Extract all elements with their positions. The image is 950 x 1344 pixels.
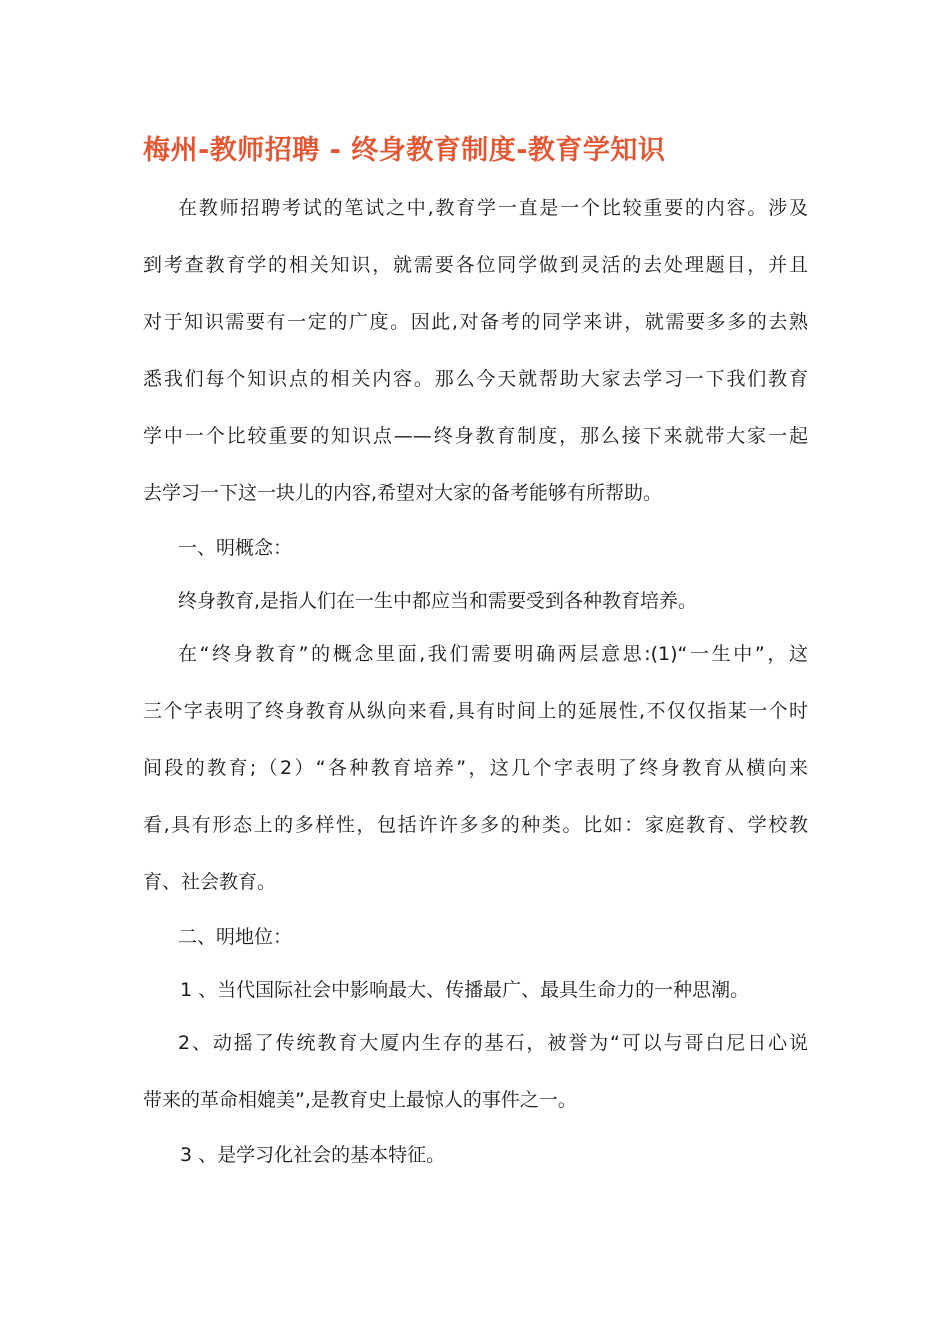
intro-line-1: 在教师招聘考试的笔试之中,教育学一直是一个比较重要的内容。涉及 (178, 197, 808, 219)
intro-line-5: 学中一个比较重要的知识点——终身教育制度，那么接下来就带大家一起 (143, 425, 808, 447)
intro-line-6: 去学习一下这一块儿的内容,希望对大家的备考能够有所帮助。 (143, 482, 663, 504)
document-title: 梅州-教师招聘 - 终身教育制度-教育学知识 (143, 135, 666, 166)
status-item-2-line-2: 带来的革命相媲美”,是教育史上最惊人的事件之一。 (143, 1089, 577, 1111)
intro-line-4: 悉我们每个知识点的相关内容。那么今天就帮助大家去学习一下我们教育 (143, 368, 808, 390)
concept-explanation-line-1: 在“终身教育”的概念里面,我们需要明确两层意思:(1)“一生中”，这 (178, 643, 808, 665)
status-item-3: 3 、是学习化社会的基本特征。 (180, 1144, 446, 1166)
status-item-2-line-1: 2、动摇了传统教育大厦内生存的基石，被誉为“可以与哥白尼日心说 (178, 1032, 808, 1054)
intro-line-3: 对于知识需要有一定的广度。因此,对备考的同学来讲，就需要多多的去熟 (143, 311, 808, 333)
concept-explanation-line-4: 看,具有形态上的多样性，包括许许多多的种类。比如：家庭教育、学校教 (143, 814, 808, 836)
intro-line-2: 到考查教育学的相关知识，就需要各位同学做到灵活的去处理题目，并且 (143, 254, 808, 276)
concept-definition: 终身教育,是指人们在一生中都应当和需要受到各种教育培养。 (178, 590, 698, 612)
status-item-1: 1 、当代国际社会中影响最大、传播最广、最具生命力的一种思潮。 (180, 979, 750, 1001)
concept-explanation-line-2: 三个字表明了终身教育从纵向来看,具有时间上的延展性,不仅仅指某一个时 (143, 700, 808, 722)
concept-explanation-line-3: 间段的教育;（2）“各种教育培养”，这几个字表明了终身教育从横向来 (143, 757, 808, 779)
section-heading-concept: 一、明概念： (178, 537, 293, 559)
concept-explanation-line-5: 育、社会教育。 (143, 871, 277, 893)
section-heading-status: 二、明地位： (178, 926, 293, 948)
